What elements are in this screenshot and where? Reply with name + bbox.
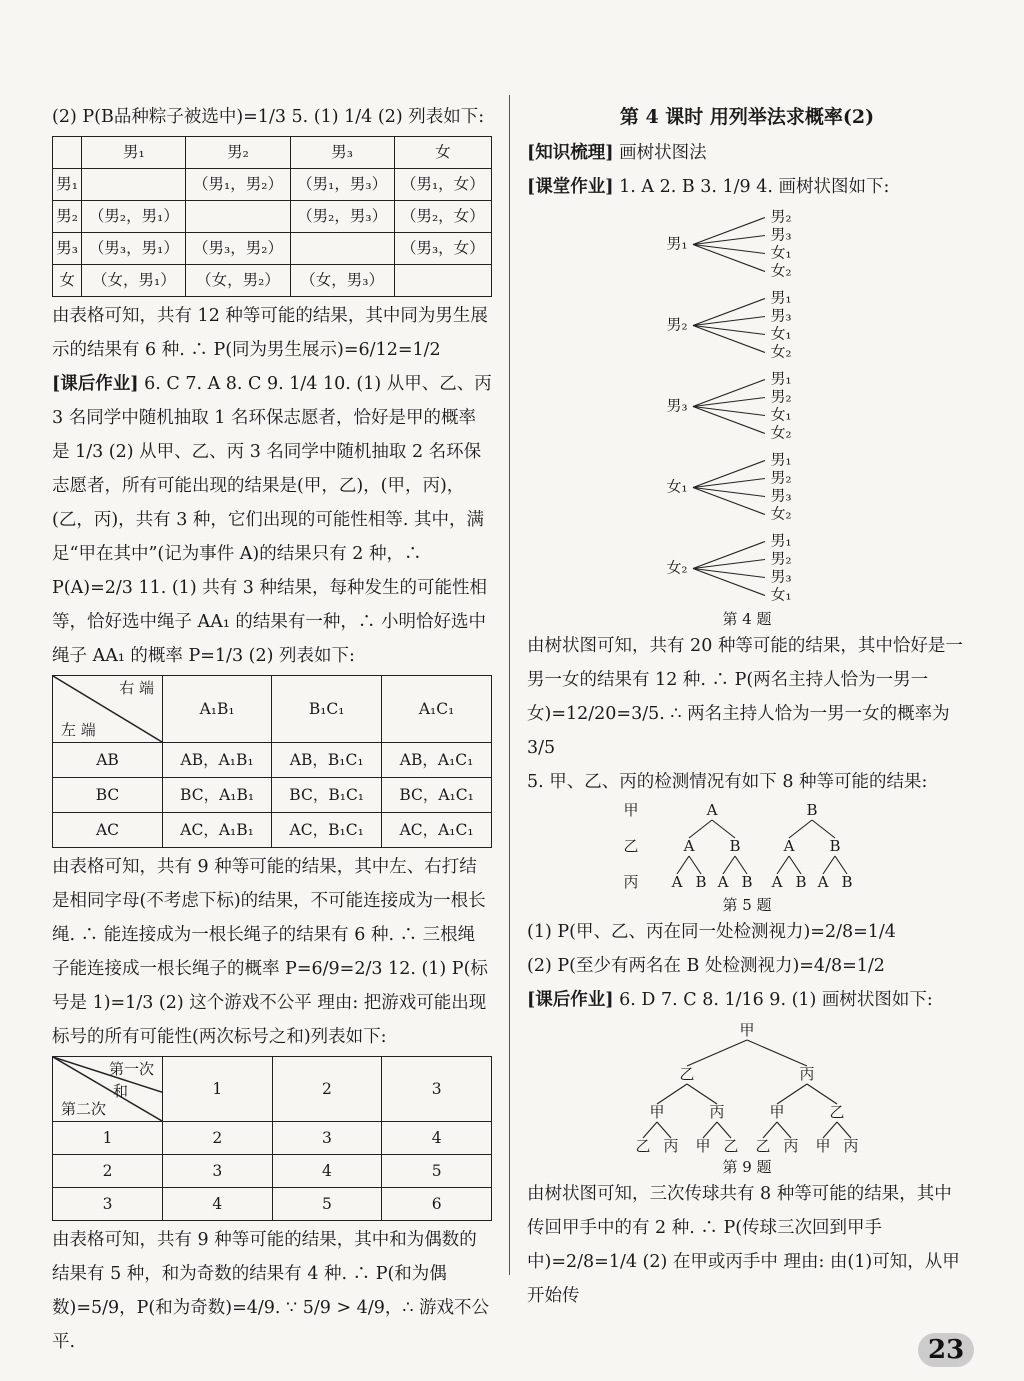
table-cell (290, 233, 394, 265)
tree-node-leaf: 女₁ (770, 243, 792, 262)
section-tag: [课后作业] (52, 374, 139, 394)
tree-node-leaf: 男₂ (770, 468, 792, 487)
table-cell: 2 (272, 1057, 382, 1122)
table-cell: AC，A₁C₁ (382, 813, 492, 848)
tree-node-root: 男₁ (666, 234, 688, 253)
tree-branch (703, 1122, 717, 1138)
tree-node: B (729, 837, 741, 855)
table-row (53, 1188, 492, 1221)
table-cell: AB，B₁C₁ (272, 743, 382, 778)
tree-node-leaf: 女₂ (770, 342, 792, 361)
tree-branch (747, 1040, 807, 1066)
corner-label-mid: 和 (112, 1082, 128, 1100)
left-column (52, 100, 492, 1359)
tree-branch (789, 856, 801, 874)
tree-node-root: 甲 (739, 1021, 755, 1039)
tree-branch (687, 1040, 747, 1066)
tree-node-root: 男₂ (666, 315, 688, 334)
table-cell: BC，A₁B₁ (163, 778, 272, 813)
tree-node-leaf: 女₂ (770, 423, 792, 442)
tree-branch (777, 856, 789, 874)
table-cell: AC (53, 813, 163, 848)
paragraph-text: 画树状图法 (613, 143, 707, 163)
tree-node-leaf: 男₁ (770, 450, 792, 469)
table-row (53, 743, 492, 778)
table-cell: 5 (272, 1188, 382, 1221)
tree-node-root: 女₂ (666, 558, 688, 577)
table-cell: 男₃ (53, 233, 82, 265)
table-row (53, 265, 492, 297)
table-cell: （女，男₂） (186, 265, 290, 297)
table-cell: （男₃，男₂） (186, 233, 290, 265)
tree-node-leaf: 男₃ (770, 486, 792, 505)
paragraph-text: 1. A 2. B 3. 1/9 4. 画树状图如下: (613, 177, 890, 197)
table-cell: 4 (382, 1122, 492, 1155)
section-tag: [课后作业] (527, 990, 614, 1010)
table-cell: （男₂，男₁） (82, 201, 186, 233)
tree-node: 丙 (783, 1137, 799, 1155)
tree-diagram-q5 (617, 799, 877, 895)
tree-node-leaf: 男₁ (770, 531, 792, 550)
tree-branch (835, 856, 847, 874)
corner-label-top: 第一次 (108, 1060, 154, 1078)
tree-diagram-q9 (617, 1017, 877, 1157)
paragraph-text: 6. C 7. A 8. C 9. 1/4 10. (1) 从甲、乙、丙 3 名同学中随机抽取 1 名环保志愿者，恰好是甲的概率是 1/3 (2) 从甲、乙、丙 3 名同学中随机抽取 2 名环保志愿者，所有可能出现的结果是(甲，乙)，(甲，丙)，(乙，丙)，共有 3 种，它们出现的可能性相等. 其中，满足“甲在其中”(记为事件 A)的结果只有 2 种，∴ P(A)=2/3 11. (1) 共有 3 种结果，每种发生的可能性相等，恰好选中绳子 AA₁ 的结果有一种，∴ 小明恰好选中绳子 AA₁ 的概率 P=1/3 (2) 列表如下: (52, 374, 492, 666)
tree-node: 甲 (649, 1103, 665, 1121)
table-cell (186, 201, 290, 233)
paragraph (527, 983, 967, 1017)
tree-node-leaf: 男₂ (770, 387, 792, 406)
tree-branch (687, 1084, 717, 1104)
table-cell: 2 (163, 1122, 273, 1155)
table-gender-pairs (52, 136, 492, 297)
figure-caption: 第 5 题 (722, 896, 772, 914)
table-cell (53, 137, 82, 169)
table-rope-ends (52, 675, 492, 848)
section-tag: [知识梳理] (527, 143, 614, 163)
tree-branch (689, 820, 712, 838)
table-cell: A₁C₁ (382, 676, 492, 743)
diagonal-header-cell (53, 676, 163, 743)
tree-node-leaf: 女₂ (770, 504, 792, 523)
tree-branch (812, 820, 835, 838)
table-row (53, 1122, 492, 1155)
table-cell: 男₃ (290, 137, 394, 169)
table-cell: （男₃，男₁） (82, 233, 186, 265)
tree-node: 丙 (843, 1137, 859, 1155)
table-cell: 男₂ (53, 201, 82, 233)
table-cell: （男₂，女） (394, 201, 491, 233)
lesson-title: 第 4 课时 用列举法求概率(2) (619, 106, 875, 128)
tree-node: 丙 (799, 1065, 815, 1083)
tree-node: 丙 (709, 1103, 725, 1121)
tree-branch (677, 856, 689, 874)
tree-branch (689, 856, 701, 874)
paragraph (527, 136, 967, 170)
tree-diagram-q4 (647, 204, 847, 609)
table-cell: 1 (163, 1057, 273, 1122)
tree-node: B (806, 801, 818, 819)
table-cell: 男₁ (82, 137, 186, 169)
tree-node-leaf: 女₁ (770, 405, 792, 424)
table-cell: （女，男₃） (290, 265, 394, 297)
tree-node-root: 女₁ (666, 477, 688, 496)
table-cell: （男₃，女） (394, 233, 491, 265)
table-cell (82, 169, 186, 201)
tree-node-leaf: 男₃ (770, 567, 792, 586)
tree-node-leaf: 女₁ (770, 585, 792, 604)
tree-branch (712, 820, 735, 838)
tree-node-leaf: 男₂ (770, 549, 792, 568)
tree-node: A (671, 873, 683, 891)
table-cell: A₁B₁ (163, 676, 272, 743)
tree-node: 乙 (635, 1137, 651, 1155)
tree-node: B (695, 873, 707, 891)
table-row (53, 1155, 492, 1188)
tree-node: 乙 (755, 1137, 771, 1155)
tree-node: A (783, 837, 795, 855)
paragraph-text: 6. D 7. C 8. 1/16 9. (1) 画树状图如下: (613, 990, 933, 1010)
tree-branch (735, 856, 747, 874)
table-cell: （女，男₁） (82, 265, 186, 297)
table-cell: （男₁，男₃） (290, 169, 394, 201)
tree-node: B (841, 873, 853, 891)
tree-node: A (817, 873, 829, 891)
table-cell: 男₁ (53, 169, 82, 201)
table-row (53, 169, 492, 201)
figure-caption: 第 9 题 (722, 1158, 772, 1176)
table-header-row (53, 137, 492, 169)
table-row (53, 778, 492, 813)
table-cell: 女 (53, 265, 82, 297)
tree-node: A (771, 873, 783, 891)
table-cell: 3 (382, 1057, 492, 1122)
corner-label-bottom: 左 端 (61, 721, 96, 739)
table-cell: B₁C₁ (272, 676, 382, 743)
table-header-row (53, 1057, 492, 1122)
tree-branch (823, 856, 835, 874)
paragraph (527, 170, 967, 204)
tree-node: 乙 (679, 1065, 695, 1083)
table-row (53, 813, 492, 848)
table-cell: 6 (382, 1188, 492, 1221)
paragraph (52, 367, 492, 673)
tree-branch (723, 856, 735, 874)
table-cell: 1 (53, 1122, 163, 1155)
paragraph: 由树状图可知，三次传球共有 8 种等可能的结果，其中传回甲手中的有 2 种. ∴ P(传球三次回到甲手中)=2/8=1/4 (2) 在甲或丙手中 理由: 由(1)可知，从甲开始传 (527, 1184, 960, 1306)
table-cell: 3 (163, 1155, 273, 1188)
page-number: 23 (918, 1333, 974, 1367)
tree-node: 乙 (723, 1137, 739, 1155)
table-cell (394, 265, 491, 297)
tree-node-leaf: 男₃ (770, 225, 792, 244)
tree-node-leaf: 男₂ (770, 207, 792, 226)
table-cell: 5 (382, 1155, 492, 1188)
paragraph: 由表格可知，共有 9 种等可能的结果，其中左、右打结是相同字母(不考虑下标)的结果，不可能连接成为一根长绳. ∴ 能连接成为一根长绳子的结果有 6 种. ∴ 三根绳子能连接成一根长绳子的概率 P=6/9=2/3 12. (1) P(标号是 1)=1/3 (2) 这个游戏不公平 理由: 把游戏可能出现标号的所有可能性(两次标号之和)列表如下: (52, 857, 488, 1047)
table-cell: AB，A₁B₁ (163, 743, 272, 778)
table-cell: 3 (53, 1188, 163, 1221)
tree-branch (763, 1122, 777, 1138)
tree-node: A (706, 801, 718, 819)
table-cell: 2 (53, 1155, 163, 1188)
tree-node: A (683, 837, 695, 855)
paragraph: (2) P(B品种粽子被选中)=1/3 5. (1) 1/4 (2) 列表如下: (52, 107, 485, 127)
column-divider (509, 95, 510, 1275)
table-row (53, 233, 492, 265)
tree-node: A (717, 873, 729, 891)
tree-row-label: 甲 (623, 801, 639, 819)
tree-branch (777, 1122, 791, 1138)
table-cell: 男₂ (186, 137, 290, 169)
table-cell: BC，A₁C₁ (382, 778, 492, 813)
tree-node: B (795, 873, 807, 891)
table-cell: 4 (163, 1188, 273, 1221)
table-cell: （男₁，男₂） (186, 169, 290, 201)
tree-node: 甲 (769, 1103, 785, 1121)
paragraph: 由表格可知，共有 9 种等可能的结果，其中和为偶数的结果有 5 种，和为奇数的结果有 4 种. ∴ P(和为偶数)=5/9，P(和为奇数)=4/9. ∵ 5/9 > 4/9，∴ 游戏不公平. (52, 1230, 490, 1352)
tree-branch (807, 1084, 837, 1104)
tree-row-label: 丙 (623, 873, 639, 891)
tree-row-label: 乙 (623, 837, 639, 855)
tree-branch (717, 1122, 731, 1138)
corner-label-top: 右 端 (119, 679, 154, 697)
table-row (53, 201, 492, 233)
paragraph: (1) P(甲、乙、丙在同一处检测视力)=2/8=1/4 (527, 922, 896, 942)
table-cell: AB (53, 743, 163, 778)
diagonal-header-cell (53, 1057, 163, 1122)
table-cell: BC，B₁C₁ (272, 778, 382, 813)
tree-node-leaf: 女₁ (770, 324, 792, 343)
tree-branch (643, 1122, 657, 1138)
tree-node: B (829, 837, 841, 855)
tree-branch (657, 1122, 671, 1138)
table-cell: 4 (272, 1155, 382, 1188)
paragraph: 5. 甲、乙、丙的检测情况有如下 8 种等可能的结果: (527, 772, 928, 792)
table-header-row (53, 676, 492, 743)
tree-node-root: 男₃ (666, 396, 688, 415)
section-tag: [课堂作业] (527, 177, 614, 197)
tree-node-leaf: 女₂ (770, 261, 792, 280)
table-cell: BC (53, 778, 163, 813)
right-column (527, 100, 967, 1313)
tree-node: 丙 (663, 1137, 679, 1155)
table-cell: 3 (272, 1122, 382, 1155)
tree-branch (789, 820, 812, 838)
table-cell: AC，B₁C₁ (272, 813, 382, 848)
tree-branch (823, 1122, 837, 1138)
table-cell: AC，A₁B₁ (163, 813, 272, 848)
tree-node-leaf: 男₁ (770, 369, 792, 388)
tree-branch (657, 1084, 687, 1104)
paragraph: (2) P(至少有两名在 B 处检测视力)=4/8=1/2 (527, 956, 885, 976)
paragraph: 由树状图可知，共有 20 种等可能的结果，其中恰好是一男一女的结果有 12 种. ∴ P(两名主持人恰为一男一女)=12/20=3/5. ∴ 两名主持人恰为一男一女的概率为 3/5 (527, 636, 963, 758)
paragraph: 由表格可知，共有 12 种等可能的结果，其中同为男生展示的结果有 6 种. ∴ P(同为男生展示)=6/12=1/2 (52, 306, 488, 360)
tree-node: 甲 (695, 1137, 711, 1155)
tree-node: B (741, 873, 753, 891)
table-cell: （男₁，女） (394, 169, 491, 201)
figure-caption: 第 4 题 (722, 610, 772, 628)
corner-label-bottom: 第二次 (61, 1100, 107, 1118)
tree-node: 甲 (815, 1137, 831, 1155)
tree-node-leaf: 男₁ (770, 288, 792, 307)
tree-node-leaf: 男₃ (770, 306, 792, 325)
table-cell: 女 (394, 137, 491, 169)
table-cell: （男₂，男₃） (290, 201, 394, 233)
table-sums (52, 1056, 492, 1221)
table-cell: AB，A₁C₁ (382, 743, 492, 778)
tree-branch (837, 1122, 851, 1138)
tree-branch (777, 1084, 807, 1104)
tree-node: 乙 (829, 1103, 845, 1121)
